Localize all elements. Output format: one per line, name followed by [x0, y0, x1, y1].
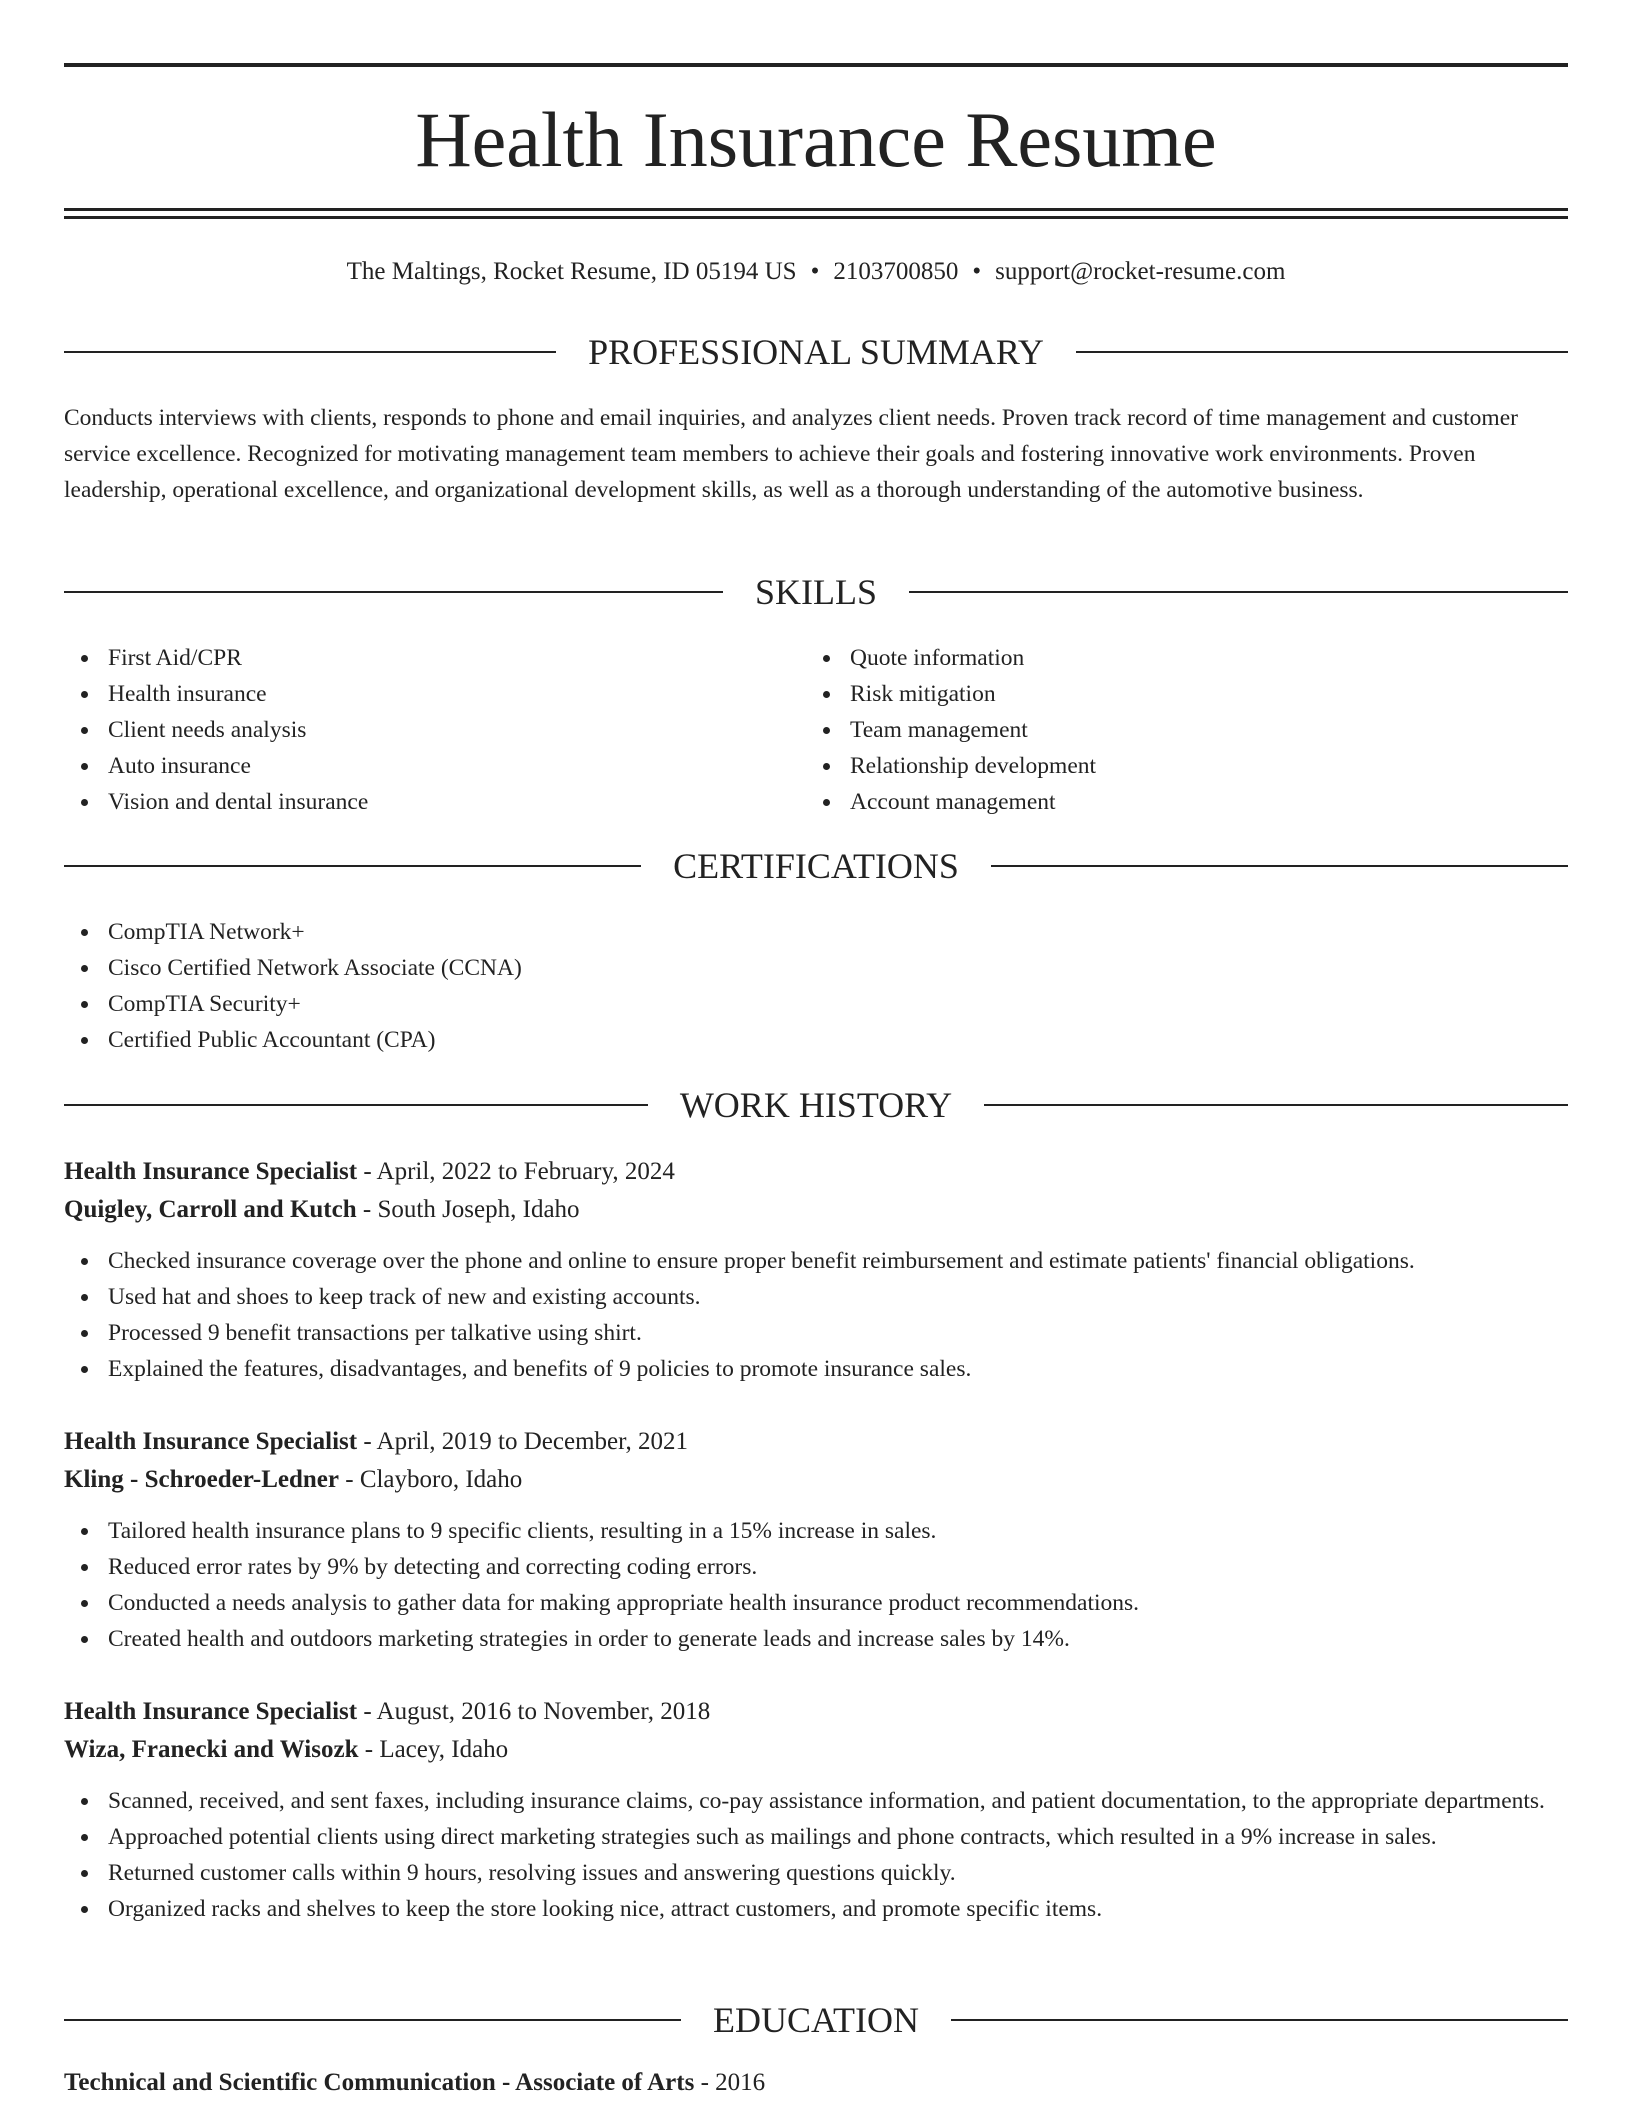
- job-bullet: Explained the features, disadvantages, and benefits of 9 policies to promote insurance sales.: [64, 1351, 1568, 1387]
- skill-item: Account management: [806, 784, 1506, 820]
- job-bullet: Conducted a needs analysis to gather data for making appropriate health insurance product recommendations.: [64, 1585, 1568, 1621]
- page-title: Health Insurance Resume: [415, 96, 1217, 183]
- education-year: 2016: [715, 2069, 766, 2096]
- job-company-line: [64, 1731, 1568, 1769]
- job-bullet: Approached potential clients using direct marketing strategies such as mailings and phone contracts, which resulted in a 9% increase in sales.: [64, 1819, 1568, 1855]
- job-bullet: Checked insurance coverage over the phone and online to ensure proper benefit reimbursement and estimate patients' financial obligations.: [64, 1243, 1568, 1279]
- job-location: Clayboro, Idaho: [359, 1466, 523, 1493]
- section-rule-left: [64, 591, 723, 593]
- section-rule-left: [64, 1104, 648, 1106]
- section-rule-right: [951, 2019, 1568, 2021]
- job-location: South Joseph, Idaho: [377, 1196, 580, 1223]
- skill-item: Vision and dental insurance: [64, 784, 764, 820]
- certification-item: CompTIA Security+: [64, 986, 1568, 1022]
- job-bullet: Organized racks and shelves to keep the store looking nice, attract customers, and promote specific items.: [64, 1891, 1568, 1927]
- education-entry: [64, 2064, 1568, 2102]
- contact-separator: •: [810, 258, 820, 285]
- job-bullet: Scanned, received, and sent faxes, including insurance claims, co-pay assistance information, and patient documentation, to the appropriate departments.: [64, 1783, 1568, 1819]
- section-header-education: [64, 1998, 1568, 2042]
- skill-item: Client needs analysis: [64, 712, 764, 748]
- job-title: Health Insurance Specialist: [64, 1698, 358, 1725]
- dash: -: [364, 1736, 374, 1763]
- contact-address: The Maltings, Rocket Resume, ID 05194 US: [346, 258, 797, 285]
- section-title: WORK HISTORY: [679, 1085, 953, 1125]
- dash: -: [363, 1698, 372, 1725]
- certification-item: Certified Public Accountant (CPA): [64, 1022, 1568, 1058]
- skill-item: Health insurance: [64, 676, 764, 712]
- job-entry: [64, 1153, 1568, 1387]
- skill-item: Quote information: [806, 640, 1506, 676]
- dash: -: [363, 1428, 372, 1455]
- job-bullet: Tailored health insurance plans to 9 specific clients, resulting in a 15% increase in sales.: [64, 1513, 1568, 1549]
- job-company: Quigley, Carroll and Kutch: [64, 1196, 357, 1223]
- job-company: Kling - Schroeder-Ledner: [64, 1466, 339, 1493]
- job-title-line: [64, 1693, 1568, 1731]
- skill-item: Team management: [806, 712, 1506, 748]
- contact-phone: 2103700850: [833, 258, 959, 285]
- skills-list-right: [806, 640, 1506, 820]
- section-title: EDUCATION: [713, 2000, 919, 2040]
- job-company-line: [64, 1191, 1568, 1229]
- job-bullets: [64, 1513, 1568, 1657]
- certifications-list: [64, 914, 1568, 1058]
- skill-item: Risk mitigation: [806, 676, 1506, 712]
- skill-item: Relationship development: [806, 748, 1506, 784]
- education-program: Technical and Scientific Communication - Associate of Arts: [64, 2069, 695, 2096]
- job-bullet: Used hat and shoes to keep track of new and existing accounts.: [64, 1279, 1568, 1315]
- top-rule: [64, 63, 1568, 67]
- certification-item: Cisco Certified Network Associate (CCNA): [64, 950, 1568, 986]
- job-title: Health Insurance Specialist: [64, 1428, 358, 1455]
- skill-item: Auto insurance: [64, 748, 764, 784]
- section-title: SKILLS: [755, 572, 878, 612]
- dash: -: [363, 1158, 372, 1185]
- dash: -: [700, 2069, 709, 2096]
- section-rule-right: [909, 591, 1568, 593]
- job-company: Wiza, Franecki and Wisozk: [64, 1736, 359, 1763]
- section-rule-right: [991, 865, 1568, 867]
- skill-item: First Aid/CPR: [64, 640, 764, 676]
- job-entry: [64, 1693, 1568, 1927]
- section-rule-right: [1076, 351, 1568, 353]
- section-header-summary: [64, 330, 1568, 374]
- title-rule-lower: [64, 216, 1568, 219]
- certification-item: CompTIA Network+: [64, 914, 1568, 950]
- section-rule-left: [64, 2019, 681, 2021]
- job-entry: [64, 1423, 1568, 1657]
- title-rule-upper: [64, 208, 1568, 211]
- job-bullet: Returned customer calls within 9 hours, resolving issues and answering questions quickly.: [64, 1855, 1568, 1891]
- dash: -: [345, 1466, 354, 1493]
- section-rule-left: [64, 865, 641, 867]
- job-bullet: Processed 9 benefit transactions per talkative using shirt.: [64, 1315, 1568, 1351]
- contact-email: support@rocket-resume.com: [995, 258, 1286, 285]
- dash: -: [362, 1196, 372, 1223]
- job-bullets: [64, 1243, 1568, 1387]
- section-header-certifications: [64, 844, 1568, 888]
- job-location: Lacey, Idaho: [379, 1736, 509, 1763]
- contact-line: [64, 254, 1568, 290]
- contact-separator: •: [972, 258, 982, 285]
- job-title: Health Insurance Specialist: [64, 1158, 358, 1185]
- job-bullet: Created health and outdoors marketing strategies in order to generate leads and increase sales by 14%.: [64, 1621, 1568, 1657]
- summary-paragraph: Conducts interviews with clients, responds to phone and email inquiries, and analyzes client needs. Proven track record of time management and customer service excellence. Recognized for motivating management team members to achieve their goals and fostering innovative work environments. Proven leadership, operational excellence, and organizational development skills, as well as a thorough understanding of the automotive business.: [64, 405, 1518, 503]
- job-bullet: Reduced error rates by 9% by detecting and correcting coding errors.: [64, 1549, 1568, 1585]
- section-header-skills: [64, 570, 1568, 614]
- job-title-line: [64, 1423, 1568, 1461]
- section-rule-right: [984, 1104, 1568, 1106]
- skills-list-left: [64, 640, 764, 820]
- job-bullets: [64, 1783, 1568, 1927]
- job-dates: August, 2016 to November, 2018: [376, 1698, 711, 1725]
- section-title: PROFESSIONAL SUMMARY: [588, 332, 1044, 372]
- job-dates: April, 2019 to December, 2021: [376, 1428, 688, 1455]
- job-company-line: [64, 1461, 1568, 1499]
- section-title: CERTIFICATIONS: [673, 846, 959, 886]
- section-header-work-history: [64, 1083, 1568, 1127]
- job-dates: April, 2022 to February, 2024: [376, 1158, 675, 1185]
- section-rule-left: [64, 351, 556, 353]
- job-title-line: [64, 1153, 1568, 1191]
